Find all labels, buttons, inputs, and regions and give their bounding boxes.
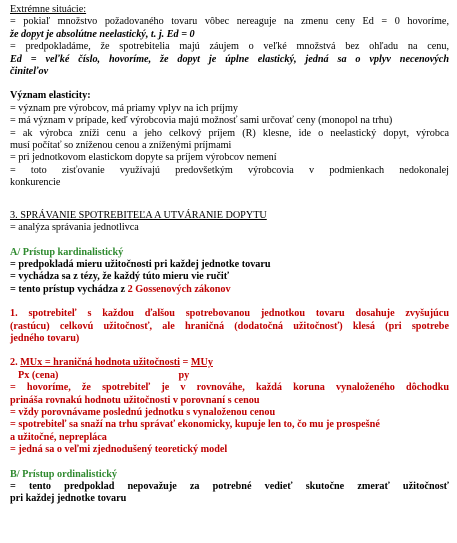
px-denominator: Px (cena) xyxy=(18,369,59,381)
mux-numerator: MUx xyxy=(20,357,43,369)
law-2-number: 2. xyxy=(10,357,21,369)
cardinal-section xyxy=(10,247,449,297)
elasticity-line-6: = toto zisťovanie využívajú predovšetkým výrobcovia v podmienkach nedokonalej xyxy=(10,164,449,176)
ordinal-line-2: pri každej jednotke tovaru xyxy=(10,493,127,505)
py-denominator: py xyxy=(178,369,190,381)
law-2-equals: = xyxy=(179,357,191,369)
law-1-line-1: 1. spotrebiteľ s každou ďalšou spotrebovanou jednotkou tovaru dosahuje zvyšujúcu xyxy=(10,308,449,320)
ordinal-heading: B/ Prístup ordinalistický xyxy=(10,468,117,480)
muy-numerator: MUy xyxy=(190,357,213,369)
gossen-laws-link-text: 2 Gossenových zákonov xyxy=(127,283,231,295)
law-2-line-5: a užitočné, neprepláca xyxy=(10,431,107,443)
cardinal-line-2: = vychádza sa z tézy, že každý túto mieru vie ručiť xyxy=(10,271,230,283)
elasticity-section xyxy=(10,90,449,189)
law-1-line-2: (rastúcu) celkovú užitočnosť, ale hraničná (dodatočná užitočnosť) klesá (pri spotrebe xyxy=(10,320,449,332)
ordinal-line-1: = tento predpoklad nepovažuje za potrebné vedieť skutočne zmerať užitočnosť xyxy=(10,481,449,492)
law-2-line-6: = jedná sa o veľmi zjednodušený teoretický model xyxy=(10,444,228,456)
law-2-formula-denominator xyxy=(10,370,449,382)
elasticity-line-1: = význam pre výrobcov, má priamy vplyv na ich príjmy xyxy=(10,102,239,114)
extreme-line-2: že dopyt je absolútne neelastický, t. j. Ed = 0 xyxy=(10,28,195,40)
section-3 xyxy=(10,210,449,235)
gossen-law-2 xyxy=(10,357,449,456)
spacer xyxy=(10,345,449,357)
spacer xyxy=(10,190,449,202)
extreme-line-4: Ed = veľké číslo, hovoríme, že dopyt je úplne elastický, jedná sa o vplyv necenových xyxy=(10,53,449,65)
elasticity-line-3: = ak výrobca zníži cenu a jeho celkový príjem (R) klesne, ide o neelastický dopyt, výrobca xyxy=(10,127,449,139)
gossen-law-1 xyxy=(10,308,449,345)
law-1-line-3: jedného tovaru) xyxy=(10,332,80,344)
extreme-heading: Extrémne situácie: xyxy=(10,4,87,15)
cardinal-heading: A/ Prístup kardinalistický xyxy=(10,246,124,258)
spacer xyxy=(10,296,449,308)
extreme-line-5: činiteľov xyxy=(10,66,49,78)
spacer xyxy=(10,457,449,469)
law-2-line-3: = vždy porovnávame poslednú jednotku s vynaloženou cenou xyxy=(10,406,276,418)
law-2-line-1: = hovoríme, že spotrebiteľ je v rovnováhe, každá koruna vynaloženého dôchodku xyxy=(10,382,449,394)
elasticity-line-2: = má význam v prípade, keď výrobcovia majú možnosť sami určovať ceny (monopol na trhu) xyxy=(10,115,393,127)
elasticity-heading: Význam elasticity: xyxy=(10,90,91,102)
elasticity-line-4: musí počítať so zníženou cenou a zníženými príjmami xyxy=(10,140,232,152)
elasticity-line-5: = pri jednotkovom elastickom dopyte sa príjem výrobcov nemení xyxy=(10,152,277,164)
extreme-situations-section xyxy=(10,4,449,78)
cardinal-line-3-prefix: = tento prístup vychádza z xyxy=(10,283,128,295)
law-2-line-4: = spotrebiteľ sa snaží na trhu správať ekonomicky, kupuje len to, čo mu je prospešné xyxy=(10,419,380,431)
cardinal-line-3 xyxy=(10,284,449,296)
ordinal-section xyxy=(10,469,449,506)
cardinal-line-1: = predpokladá mieru užitočnosti pri každej jednotke tovaru xyxy=(10,258,271,270)
section-3-subtitle: = analýza správania jednotlivca xyxy=(10,222,139,234)
spacer xyxy=(10,202,449,210)
elasticity-line-7: konkurencie xyxy=(10,177,61,189)
section-3-heading: 3. SPRÁVANIE SPOTREBITEĽA A UTVÁRANIE DOPYTU xyxy=(10,209,267,221)
law-2-line-2: prináša rovnakú hodnotu užitočnosti v porovnaní s cenou xyxy=(10,394,260,406)
law-2-definition: = hraničná hodnota užitočnosti xyxy=(42,357,180,369)
law-2-formula-numerator xyxy=(10,357,449,369)
extreme-line-3: = predpokladáme, že spotrebitelia majú záujem o veľké množstvá bez ohľadu na cenu, xyxy=(10,41,449,53)
spacer xyxy=(10,78,449,90)
spacer xyxy=(10,235,449,247)
extreme-line-1: = pokiaľ množstvo požadovaného tovaru vôbec nereaguje na zmenu ceny Ed = 0 hovoríme, xyxy=(10,16,449,28)
